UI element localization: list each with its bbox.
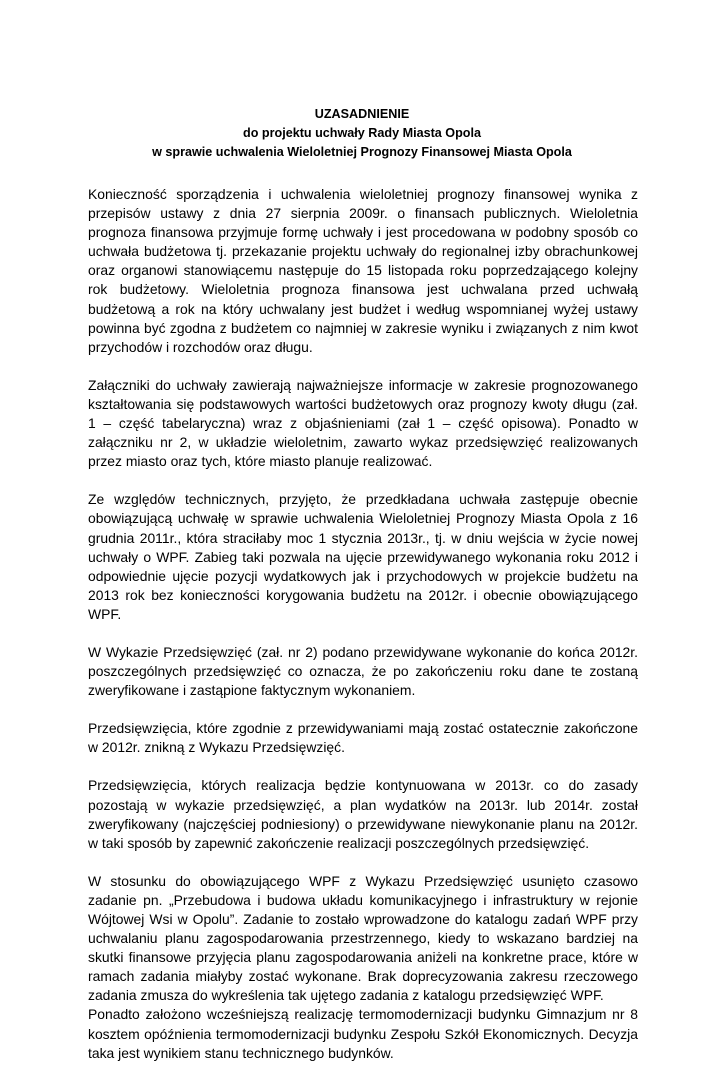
document-subtitle-subject: w sprawie uchwalenia Wieloletniej Prognozy Finansowej Miasta Opola bbox=[152, 145, 572, 159]
document-subtitle-project: do projektu uchwały Rady Miasta Opola bbox=[243, 126, 481, 140]
paragraph-technical-reasons: Ze względów technicznych, przyjęto, że przedkładana uchwała zastępuje obecnie obowiązującą uchwałę w sprawie uchwalenia Wieloletniej Prognozy Miasta Opola z 16 grudnia 2011r., która straciłaby moc 1 stycznia 2013r., tj. w dniu wejścia w życie nowej uchwały o WPF. Zabieg taki pozwala na ujęcie przewidywanego wykonania roku 2012 i odpowiednie ujęcie pozycji wydatkowych jak i przychodowych w projekcie budżetu na 2013 rok bez konieczności korygowania budżetu na 2012r. i obecnie obowiązującego WPF. bbox=[88, 491, 638, 622]
document-header bbox=[88, 105, 636, 162]
paragraph-removed-task: W stosunku do obowiązującego WPF z Wykazu Przedsięwzięć usunięto czasowo zadanie pn. „Przebudowa i budowa układu komunikacyjnego i infrastruktury w rejonie Wójtowej Wsi w Opolu”. Zadanie to zostało wprowadzone do katalogu zadań WPF przy uchwalaniu planu zagospodarowania przestrzennego, kiedy to wskazano bardziej na skutki finansowe przyjęcia planu zagospodarowania aniżeli na konkretne prace, które w ramach zadania miałyby zostać wykonane. Brak doprecyzowania zakresu rzeczowego zadania zmusza do wykreślenia tak ujętego zadania z katalogu przedsięwzięć WPF. bbox=[88, 872, 638, 1004]
document-body bbox=[88, 185, 638, 1082]
paragraph-projects-list: W Wykazie Przedsięwzięć (zał. nr 2) podano przewidywane wykonanie do końca 2012r. poszczególnych przedsięwzięć co oznacza, że po zakończeniu roku dane te zostaną zweryfikowane i zastąpione faktycznym wykonaniem. bbox=[88, 643, 638, 699]
paragraph-legal-basis: Konieczność sporządzenia i uchwalenia wieloletniej prognozy finansowej wynika z przepisów ustawy z dnia 27 sierpnia 2009r. o finansach publicznych. Wieloletnia prognoza finansowa przyjmuje formę uchwały i jest procedowana w podobny sposób co uchwała budżetowa tj. przekazanie projektu uchwały do regionalnej izby obrachunkowej oraz organowi stanowiącemu następuje do 15 listopada roku poprzedzającego kolejny rok budżetowy. Wieloletnia prognoza finansowa jest uchwalana przed uchwałą budżetową a rok na który uchwalany jest budżet i według wspomnianej wyżej ustawy powinna być zgodna z budżetem co najmniej w zakresie wyniku i związanych z nim kwot przychodów i rozchodów oraz długu. bbox=[88, 186, 638, 355]
document-title: UZASADNIENIE bbox=[314, 107, 410, 121]
paragraph-attachments: Załączniki do uchwały zawierają najważniejsze informacje w zakresie prognozowanego kształtowania się podstawowych wartości budżetowych oraz prognozy kwoty długu (zał. 1 – część tabelaryczna) wraz z objaśnieniami (zał 1 – część opisowa). Ponadto w załączniku nr 2, w układzie wieloletnim, zawarto wykaz przedsięwzięć realizowanych przez miasto oraz tych, które miasto planuje realizować. bbox=[88, 376, 638, 470]
paragraph-thermomodernization: Ponadto założono wcześniejszą realizację termomodernizacji budynku Gimnazjum nr 8 kosztem opóźnienia termomodernizacji budynku Zespołu Szkół Ekonomicznych. Decyzja taka jest wynikiem stanu technicznego budynków. bbox=[88, 1006, 638, 1061]
paragraph-continued-projects: Przedsięwzięcia, których realizacja będzie kontynuowana w 2013r. co do zasady pozostają w wykazie przedsięwzięć, a plan wydatków na 2013r. lub 2014r. został zweryfikowany (najczęściej podniesiony) o przewidywane niewykonanie planu na 2012r. w taki sposób by zapewnić zakończenie realizacji poszczególnych przedsięwzięć. bbox=[88, 777, 638, 851]
paragraph-completed-projects: Przedsięwzięcia, które zgodnie z przewidywaniami mają zostać ostatecznie zakończone w 2012r. znikną z Wykazu Przedsięwzięć. bbox=[88, 720, 638, 756]
